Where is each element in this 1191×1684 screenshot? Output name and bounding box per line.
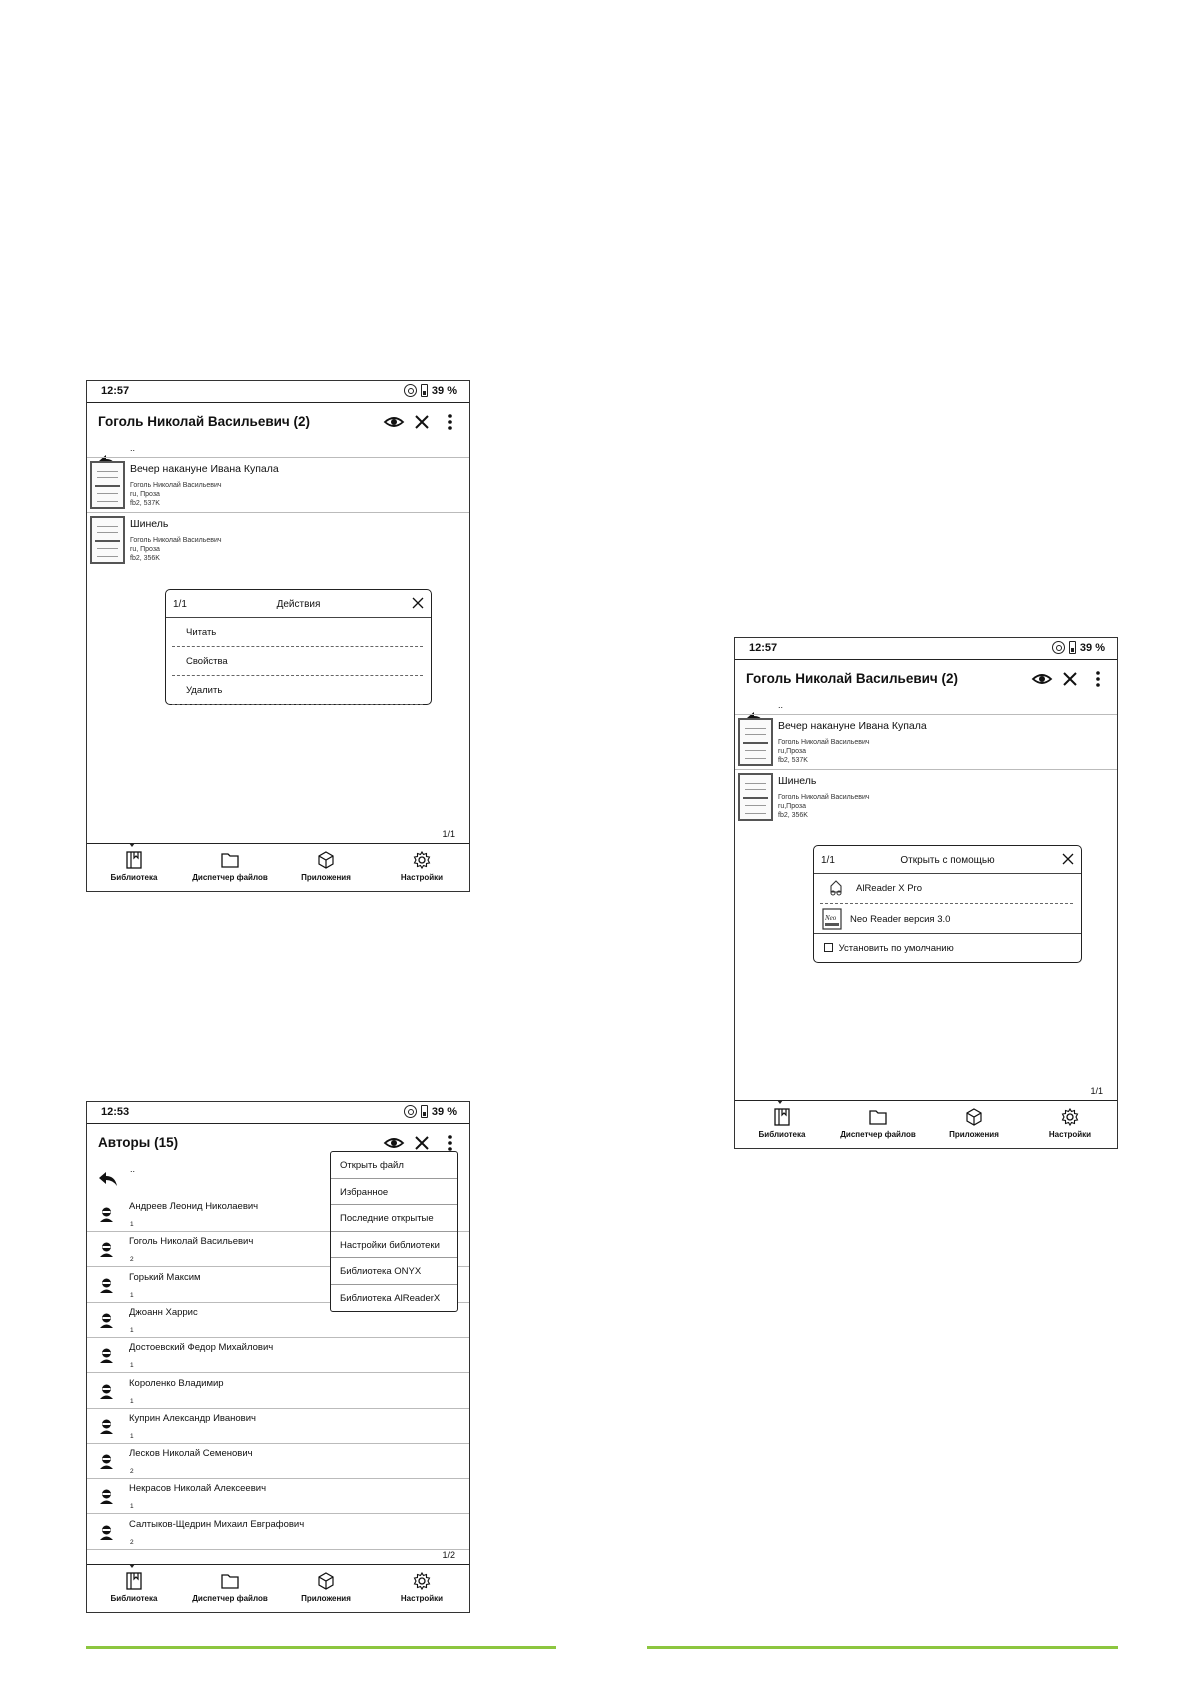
nav-file-manager[interactable] (185, 850, 275, 882)
author-row[interactable] (87, 1409, 469, 1444)
author-name: Гоголь Николай Васильевич (129, 1236, 254, 1248)
book-title: Шинель (130, 518, 169, 530)
bottom-nav (87, 1564, 469, 1612)
author-icon (98, 1418, 115, 1435)
library-icon (124, 850, 144, 870)
book-item[interactable] (87, 457, 469, 512)
book-format-size: fb2, 537K (778, 757, 808, 764)
nav-settings-label: Настройки (1048, 1130, 1092, 1139)
svg-text:Neo: Neo (825, 914, 837, 922)
nav-file-manager[interactable] (833, 1107, 923, 1139)
gear-icon (1060, 1107, 1080, 1127)
more-icon[interactable] (439, 411, 461, 433)
author-book-count: 1 (130, 1503, 134, 1511)
nav-apps[interactable] (929, 1107, 1019, 1139)
active-caret (777, 1100, 783, 1104)
battery-level: 39 % (431, 1105, 457, 1118)
set-default-label: Установить по умолчанию (838, 943, 954, 954)
author-icon (98, 1524, 115, 1541)
dialog-page: 1/1 (173, 599, 187, 610)
screenshot-open-with (734, 637, 1118, 1149)
author-book-count: 1 (130, 1362, 134, 1370)
author-row[interactable] (87, 1374, 469, 1409)
alreader-icon (828, 880, 844, 896)
eye-icon[interactable] (383, 411, 405, 433)
close-icon[interactable] (412, 597, 424, 609)
status-time: 12:53 (101, 1106, 130, 1118)
nav-library[interactable] (89, 1571, 179, 1603)
app-neo-reader[interactable] (814, 904, 1081, 934)
author-name: Короленко Владимир (129, 1377, 224, 1389)
gear-icon (412, 1571, 432, 1591)
book-title: Вечер накануне Ивана Купала (130, 463, 279, 475)
folder-icon (220, 1571, 240, 1591)
title-bar (87, 403, 469, 441)
app-neo-reader-label: Neo Reader версия 3.0 (850, 914, 951, 925)
nav-file-manager-label: Диспетчер файлов (840, 1130, 916, 1139)
parent-dir-label: .. (130, 1164, 136, 1174)
library-icon (124, 1571, 144, 1591)
book-cover (738, 718, 773, 766)
title-bar (735, 660, 1117, 698)
nav-settings[interactable] (377, 1571, 467, 1603)
divider-line (647, 1646, 1118, 1649)
screenshot-book-actions (86, 380, 470, 892)
author-book-count: 2 (130, 1468, 134, 1476)
author-name: Горький Максим (129, 1271, 201, 1283)
book-author: Гоголь Николай Васильевич (778, 739, 870, 746)
page-title: Авторы (15) (98, 1135, 179, 1150)
nav-file-manager[interactable] (185, 1571, 275, 1603)
nav-settings-label: Настройки (400, 873, 444, 882)
bottom-nav (735, 1100, 1117, 1148)
screenshot-authors (86, 1101, 470, 1613)
open-with-dialog (813, 845, 1082, 963)
author-book-count: 2 (130, 1538, 134, 1546)
active-caret (129, 843, 135, 847)
menu-library-alreaderx[interactable]: Библиотека AlReaderX (340, 1292, 441, 1304)
book-title: Вечер накануне Ивана Купала (778, 720, 927, 732)
cube-icon (964, 1107, 984, 1127)
back-arrow-icon[interactable] (97, 1170, 119, 1188)
book-author: Гоголь Николай Васильевич (130, 482, 222, 489)
author-icon (98, 1488, 115, 1505)
book-lang-genre: ru, Проза (130, 546, 160, 553)
battery-icon (421, 1105, 428, 1118)
nav-library-label: Библиотека (110, 873, 158, 882)
close-icon[interactable] (1062, 853, 1074, 865)
book-title: Шинель (778, 775, 817, 787)
author-book-count: 2 (130, 1256, 134, 1264)
neo-reader-icon (822, 908, 842, 930)
nav-apps-label: Приложения (301, 873, 351, 882)
bottom-nav (87, 843, 469, 891)
cube-icon (316, 850, 336, 870)
menu-open-file[interactable]: Открыть файл (331, 1152, 457, 1179)
action-properties[interactable]: Свойства (172, 647, 423, 676)
pager: 1/1 (442, 829, 455, 839)
nav-apps-label: Приложения (301, 1594, 351, 1603)
menu-favorites[interactable]: Избранное (331, 1179, 457, 1206)
book-cover (738, 773, 773, 821)
action-delete[interactable]: Удалить (172, 676, 423, 705)
status-time: 12:57 (101, 385, 130, 397)
nav-settings[interactable] (377, 850, 467, 882)
book-format-size: fb2, 356K (778, 812, 808, 819)
author-icon (98, 1206, 115, 1223)
book-author: Гоголь Николай Васильевич (130, 537, 222, 544)
book-cover (90, 516, 125, 564)
nav-settings[interactable] (1025, 1107, 1115, 1139)
nav-apps-label: Приложения (949, 1130, 999, 1139)
author-row[interactable] (87, 1444, 469, 1479)
parent-dir-label: .. (130, 443, 136, 453)
author-name: Достоевский Федор Михайлович (129, 1342, 274, 1354)
dialog-page: 1/1 (821, 855, 835, 866)
nav-settings-label: Настройки (400, 1594, 444, 1603)
set-default-row[interactable] (814, 934, 1081, 962)
actions-dialog (165, 589, 432, 705)
author-book-count: 1 (130, 1221, 134, 1228)
author-icon (98, 1383, 115, 1400)
app-alreader[interactable] (820, 874, 1073, 904)
author-icon (98, 1453, 115, 1470)
nav-apps[interactable] (281, 850, 371, 882)
nav-file-manager-label: Диспетчер файлов (192, 873, 268, 882)
divider-line (86, 1646, 556, 1649)
battery-icon (1069, 641, 1076, 654)
app-alreader-label: AlReader X Pro (856, 883, 923, 894)
set-default-checkbox[interactable] (824, 943, 833, 952)
folder-icon (220, 850, 240, 870)
battery-icon (421, 384, 428, 397)
author-icon (98, 1277, 115, 1294)
cube-icon (316, 1571, 336, 1591)
book-author: Гоголь Николай Васильевич (778, 794, 870, 801)
nav-apps[interactable] (281, 1571, 371, 1603)
author-book-count: 1 (130, 1397, 134, 1405)
author-icon (98, 1241, 115, 1258)
menu-library-settings[interactable]: Настройки библиотеки (331, 1232, 457, 1259)
author-icon (98, 1347, 115, 1364)
menu-recent[interactable]: Последние открытые (331, 1205, 457, 1232)
author-name: Джоанн Харрис (129, 1306, 198, 1318)
author-name: Некрасов Николай Алексеевич (129, 1483, 267, 1495)
pager: 1/1 (1090, 1086, 1103, 1096)
library-icon (772, 1107, 792, 1127)
author-name: Лесков Николай Семенович (129, 1448, 253, 1460)
nav-library[interactable] (89, 850, 179, 882)
nav-library-label: Библиотека (110, 1594, 158, 1603)
parent-dir-label: .. (778, 700, 784, 710)
page-title: Гоголь Николай Васильевич (2) (98, 414, 311, 429)
book-item[interactable] (87, 512, 469, 567)
nav-library[interactable] (737, 1107, 827, 1139)
sync-icon (1052, 641, 1065, 654)
nav-library-label: Библиотека (758, 1130, 806, 1139)
close-icon[interactable] (1059, 668, 1081, 690)
gear-icon (412, 850, 432, 870)
overflow-menu (330, 1151, 458, 1312)
folder-icon (868, 1107, 888, 1127)
status-bar (87, 1102, 469, 1124)
author-icon (98, 1312, 115, 1329)
book-lang-genre: ru, Проза (130, 491, 160, 498)
battery-level: 39 % (1079, 641, 1105, 654)
sync-icon (404, 384, 417, 397)
close-icon[interactable] (411, 411, 433, 433)
dialog-title: Действия (276, 599, 321, 610)
book-lang-genre: ru,Проза (778, 803, 807, 810)
author-name: Куприн Александр Иванович (129, 1412, 256, 1424)
author-book-count: 1 (130, 1326, 134, 1334)
author-name: Салтыков-Щедрин Михаил Евграфович (129, 1518, 305, 1530)
author-row[interactable] (87, 1338, 469, 1373)
author-row[interactable] (87, 1515, 469, 1550)
menu-library-onyx[interactable]: Библиотека ONYX (331, 1258, 457, 1285)
book-format-size: fb2, 537K (130, 500, 160, 507)
book-format-size: fb2, 356K (130, 555, 160, 562)
battery-level: 39 % (431, 384, 457, 397)
author-row[interactable] (87, 1479, 469, 1514)
author-name: Андреев Леонид Николаевич (129, 1201, 259, 1212)
status-bar (735, 638, 1117, 660)
author-book-count: 1 (130, 1291, 134, 1299)
active-caret (129, 1564, 135, 1568)
more-icon[interactable] (1087, 668, 1109, 690)
eye-icon[interactable] (1031, 668, 1053, 690)
pager: 1/2 (442, 1550, 455, 1560)
action-read[interactable]: Читать (172, 618, 423, 647)
book-item[interactable] (735, 769, 1117, 824)
page-title: Гоголь Николай Васильевич (2) (746, 671, 959, 686)
status-bar (87, 381, 469, 403)
dialog-title: Открыть с помощью (900, 855, 995, 866)
status-time: 12:57 (749, 642, 778, 654)
book-cover (90, 461, 125, 509)
book-item[interactable] (735, 714, 1117, 769)
nav-file-manager-label: Диспетчер файлов (192, 1594, 268, 1603)
sync-icon (404, 1105, 417, 1118)
book-lang-genre: ru,Проза (778, 748, 807, 755)
author-book-count: 1 (130, 1432, 134, 1440)
